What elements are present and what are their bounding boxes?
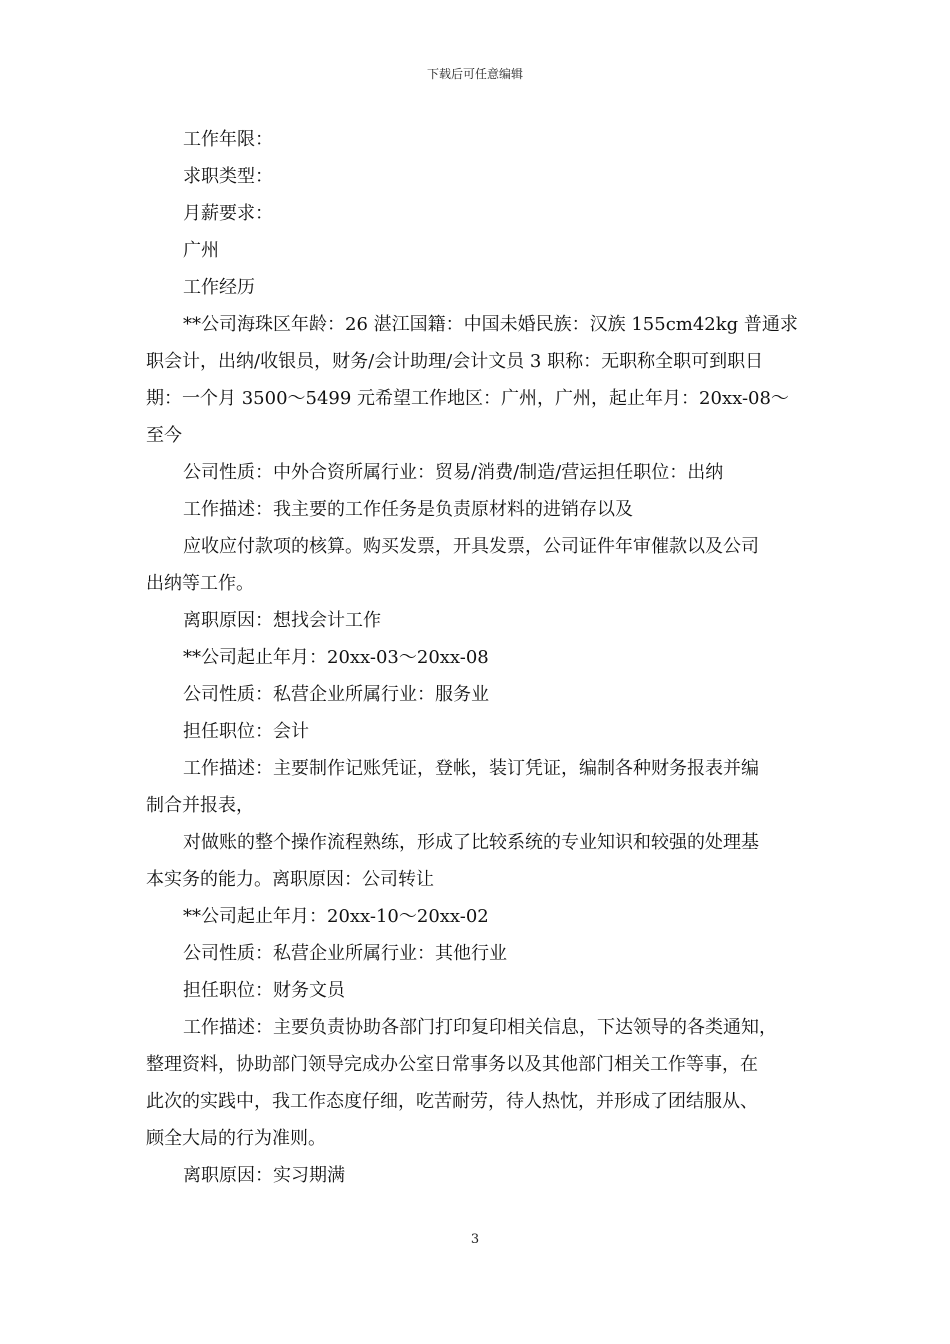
text-line: 此次的实践中，我工作态度仔细，吃苦耐劳，待人热忱，并形成了团结服从、 xyxy=(146,1091,758,1112)
text-line: 担任职位：财务文员 xyxy=(183,980,345,1001)
text-line: 对做账的整个操作流程熟练，形成了比较系统的专业知识和较强的处理基 xyxy=(183,832,759,853)
text-line: 离职原因：想找会计工作 xyxy=(183,610,381,631)
text-line: 广州 xyxy=(183,240,219,261)
text-line: 工作年限： xyxy=(183,129,273,150)
text-line: 公司性质：私营企业所属行业：其他行业 xyxy=(183,943,507,964)
text-line: 公司性质：私营企业所属行业：服务业 xyxy=(183,684,489,705)
text-line: 公司性质：中外合资所属行业：贸易/消费/制造/营运担任职位：出纳 xyxy=(183,462,724,483)
page-number: 3 xyxy=(470,1232,480,1247)
text-line: 本实务的能力。离职原因：公司转让 xyxy=(146,869,434,890)
text-line: 制合并报表， xyxy=(146,795,254,816)
text-line: 整理资料，协助部门领导完成办公室日常事务以及其他部门相关工作等事，在 xyxy=(146,1054,758,1075)
text-line: 工作描述：主要负责协助各部门打印复印相关信息，下达领导的各类通知， xyxy=(183,1017,777,1038)
text-line: 担任职位：会计 xyxy=(183,721,309,742)
text-line: 职会计，出纳/收银员，财务/会计助理/会计文员 3 职称：无职称全职可到职日 xyxy=(146,351,764,372)
text-line: 顾全大局的行为准则。 xyxy=(146,1128,326,1149)
text-line: 期：一个月 3500～5499 元希望工作地区：广州，广州，起止年月：20xx-08～ xyxy=(146,388,789,409)
document-body xyxy=(146,121,810,1194)
text-line: 至今 xyxy=(146,425,182,446)
text-line: 月薪要求： xyxy=(183,203,273,224)
text-line: **公司海珠区年龄：26 湛江国籍：中国未婚民族：汉族 155cm42kg 普通求 xyxy=(183,314,798,335)
text-line: 工作经历 xyxy=(183,277,255,298)
text-line: 应收应付款项的核算。购买发票，开具发票，公司证件年审催款以及公司 xyxy=(183,536,759,557)
text-line: 工作描述：主要制作记账凭证，登帐，装订凭证，编制各种财务报表并编 xyxy=(183,758,759,779)
text-line: 工作描述：我主要的工作任务是负责原材料的进销存以及 xyxy=(183,499,633,520)
text-line: **公司起止年月：20xx-10～20xx-02 xyxy=(183,906,489,927)
text-line: **公司起止年月：20xx-03～20xx-08 xyxy=(183,647,489,668)
text-line: 求职类型： xyxy=(183,166,273,187)
page-header: 下载后可任意编辑 xyxy=(426,67,523,81)
text-line: 离职原因：实习期满 xyxy=(183,1165,345,1186)
text-line: 出纳等工作。 xyxy=(146,573,254,594)
